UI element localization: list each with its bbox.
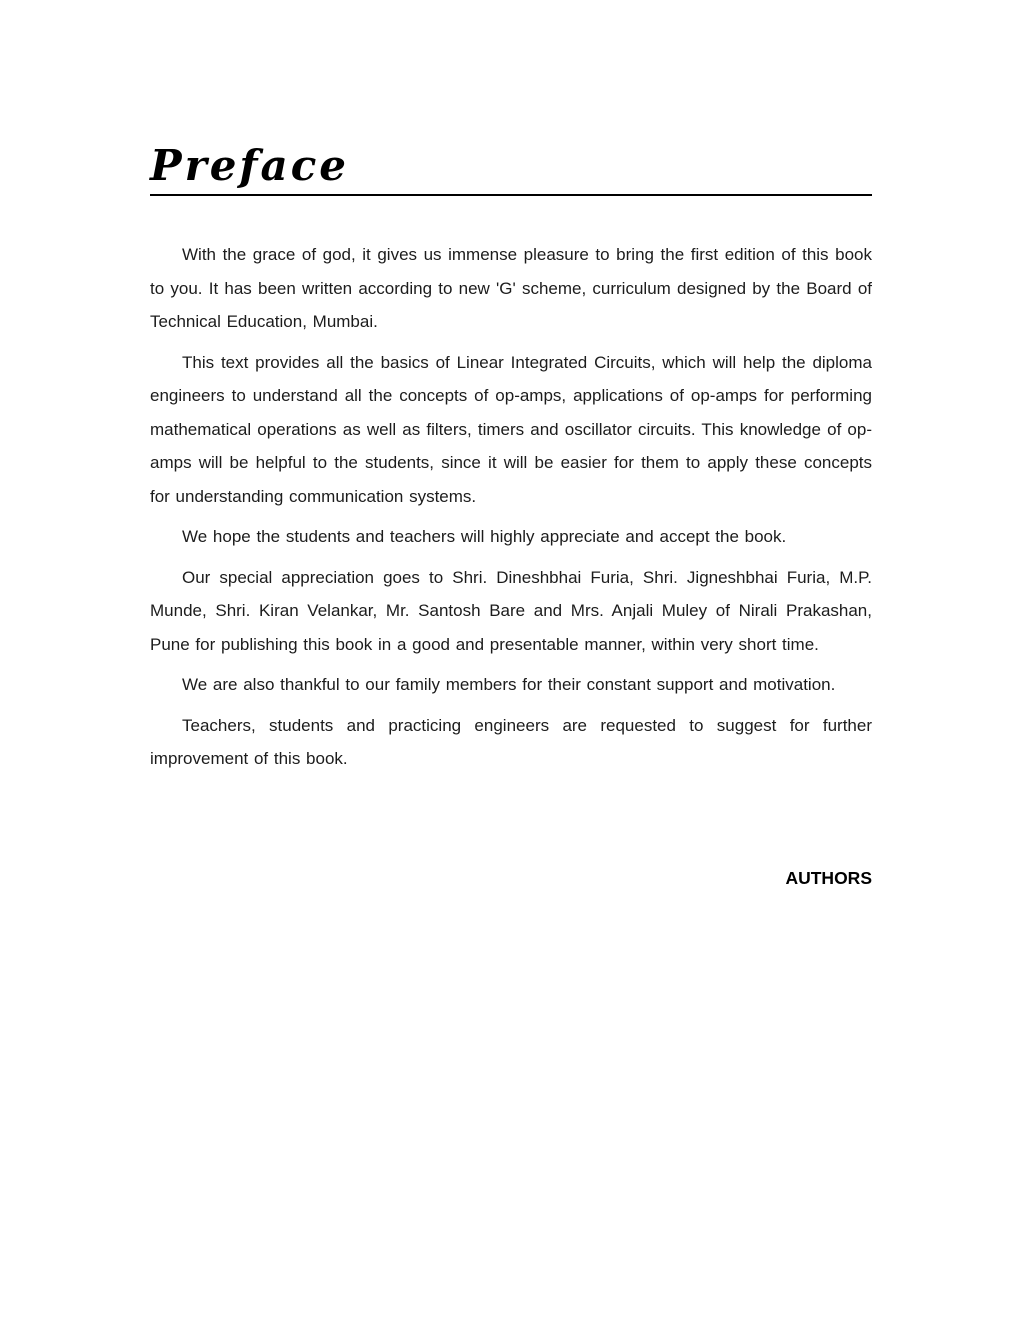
page-title: Preface xyxy=(150,141,350,190)
title-block xyxy=(150,142,872,196)
paragraph: We hope the students and teachers will highly appreciate and accept the book. xyxy=(182,527,787,546)
preface-body xyxy=(150,238,872,776)
paragraph: With the grace of god, it gives us immense pleasure to bring the first edition of this book to you. It has been written according to new 'G' scheme, curriculum designed by the Board of Technical Education, Mumbai. xyxy=(150,245,872,331)
paragraph: Our special appreciation goes to Shri. Dineshbhai Furia, Shri. Jigneshbhai Furia, M.P. Munde, Shri. Kiran Velankar, Mr. Santosh Bare and Mrs. Anjali Muley of Nirali Prakashan, Pune for publishing this book in a good and presentable manner, within very short time. xyxy=(150,567,872,654)
page-content xyxy=(150,142,872,889)
paragraph: This text provides all the basics of Linear Integrated Circuits, which will help the diploma engineers to understand all the concepts of op-amps, applications of op-amps for performing mathematical operations as well as filters, timers and oscillator circuits. This knowledge of op-amps will be helpful to the students, since it will be easier for them to apply these concepts for understanding communication systems. xyxy=(150,352,872,506)
authors-signature: AUTHORS xyxy=(785,867,872,888)
paragraph: Teachers, students and practicing engineers are requested to suggest for further improvement of this book. xyxy=(150,715,872,768)
paragraph: We are also thankful to our family members for their constant support and motivation. xyxy=(182,675,836,694)
